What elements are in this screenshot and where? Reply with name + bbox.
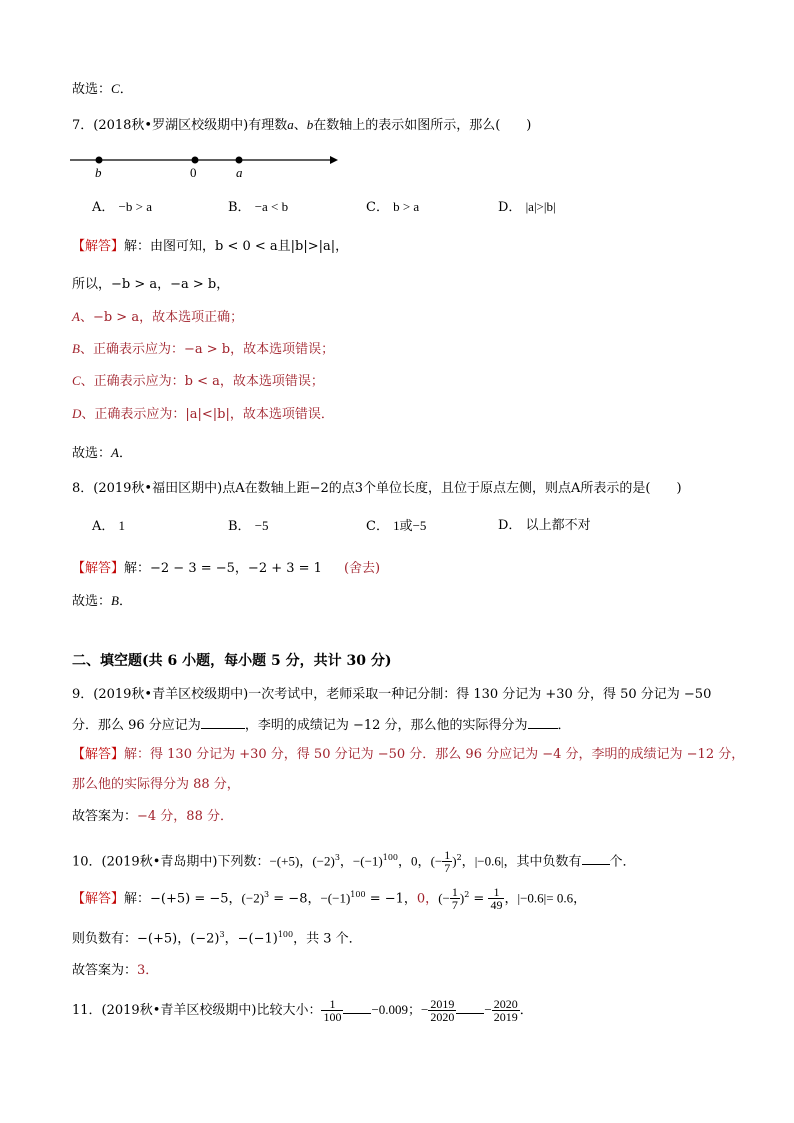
q8-conclusion: 故选：B． [72, 593, 132, 609]
q10-solution-line2: 则负数有：−(+5)，$(-2)^3$，$-(-1)^{100}$，共 3 个． [72, 930, 362, 947]
q7-solution-line4: B、正确表示应为：−a > b，故本选项错误； [72, 341, 335, 357]
q11-blank-1 [343, 1001, 371, 1014]
q11-stem: 11．(2019秋•青羊区校级期中)比较大小： $\frac{1}{100}$ −0.009；− $\frac{2019}{2020}$ − $\frac{2020}{2019}$ ． [72, 997, 533, 1024]
q6-conclusion: 故选：C． [72, 81, 133, 97]
q9-blank-2 [528, 716, 558, 729]
fraction-2019-2020: $\frac{2019}{2020}$ [430, 997, 455, 1024]
q7-option-d: D． |a|>|b| [498, 199, 556, 215]
fraction-1-100: $\frac{1}{100}$ [323, 997, 342, 1024]
q8-option-d: D． 以上都不对 [498, 518, 591, 533]
q11-blank-2 [456, 1001, 484, 1014]
q9-stem-line2: 分．那么 96 分应记为 ，李明的成绩记为 −12 分，那么他的实际得分为 ． [72, 718, 571, 733]
q7-option-a: A． −b > a [92, 199, 152, 215]
q9-answer: 故答案为：−4 分，88 分． [72, 809, 233, 824]
q9-blank-1 [201, 716, 245, 729]
q7-solution-line5: C、正确表示应为：b < a，故本选项错误； [72, 373, 324, 389]
q8-option-b: B． −5 [228, 518, 269, 534]
q7-solution-line2: 所以，−b > a，−a > b， [72, 277, 230, 292]
q10-solution-line1: 【解答】解：−(+5) = −5，$(-2)^3 = -8$，$-(-1)^{100} = -1$，0，(− $\frac{1}{7}$ )$^2$ = $\frac{1}{49}$ ，|−0.6|= 0.6， [72, 885, 587, 913]
q8-solution-line1: 【解答】解：−2 − 3 = −5，−2 + 3 = 1 (舍去) [72, 561, 381, 576]
q7-option-b: B． −a < b [228, 199, 289, 215]
q10-blank [582, 852, 610, 865]
point-zero [192, 157, 199, 164]
point-b [96, 157, 103, 164]
point-a [236, 157, 243, 164]
section-heading: 二、填空题(共 6 小题，每小题 5 分，共计 30 分) [72, 653, 392, 669]
q9-solution-line2: 那么他的实际得分为 88 分， [72, 777, 240, 792]
q7-solution-line1: 【解答】解：由图可知，b < 0 < a且|b|>|a|， [72, 239, 349, 254]
axis-label-zero: 0 [190, 165, 197, 180]
q10-stem: 10．(2019秋•青岛期中)下列数：−(+5)，$(-2)^3$，$-(-1)^{100}$，0，(− $\frac{1}{7}$ )$^2$，|−0.6|，其中负数有 个． [72, 848, 636, 876]
q8-option-a: A． 1 [92, 518, 126, 534]
q9-solution-line1: 【解答】解：得 130 分记为 +30 分，得 50 分记为 −50 分．那么 96 分应记为 −4 分，李明的成绩记为 −12 分， [72, 747, 745, 762]
fraction-2020-2019: $\frac{2020}{2019}$ [493, 997, 518, 1024]
axis-label-a: a [236, 165, 243, 180]
axis-arrow [330, 156, 338, 164]
q7-stem: 7．(2018秋•罗湖区校级期中)有理数a、b在数轴上的表示如图所示，那么( ) [72, 117, 532, 133]
q7-solution-line3: A、−b > a，故本选项正确； [72, 309, 244, 325]
axis-label-b: b [95, 165, 102, 180]
q8-stem: 8．(2019秋•福田区期中)点A在数轴上距−2的点3个单位长度，且位于原点左侧，则点A所表示的是( ) [72, 481, 682, 496]
fraction-one-seventh: $\frac{1}{7}$ [444, 848, 451, 876]
q10-answer: 故答案为：3． [72, 963, 159, 978]
q7-solution-line6: D、正确表示应为：|a|<|b|，故本选项错误． [72, 406, 334, 422]
number-line-figure [68, 150, 348, 184]
q7-option-c: C． b > a [366, 199, 420, 215]
q9-stem-line1: 9．(2019秋•青羊区校级期中)一次考试中，老师采取一种记分制：得 130 分记为 +30 分，得 50 分记为 −50 [72, 687, 712, 702]
q7-conclusion: 故选：A． [72, 445, 132, 461]
q8-option-c: C． 1或−5 [366, 518, 427, 534]
